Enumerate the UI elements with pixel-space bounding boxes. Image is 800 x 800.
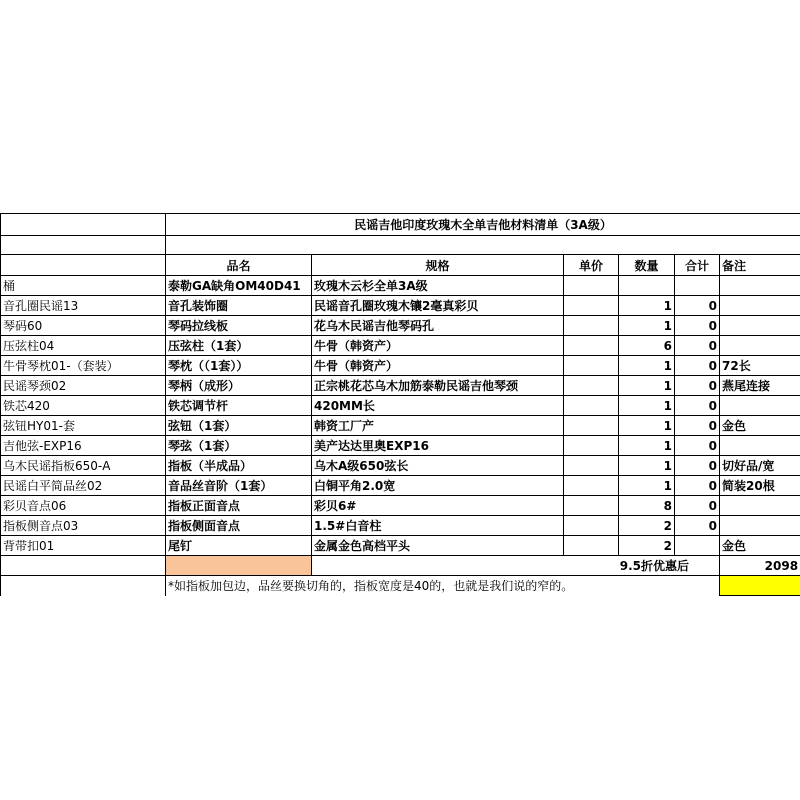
item-note[interactable]: 金色: [720, 536, 800, 556]
header-qty: 数量: [619, 255, 675, 276]
discount-value: 2098: [720, 556, 800, 576]
spreadsheet: [0, 213, 800, 596]
item-code[interactable]: 彩贝音点06: [1, 496, 166, 516]
header-total: 合计: [675, 255, 720, 276]
item-spec[interactable]: 牛骨（韩资产）: [312, 356, 564, 376]
item-spec[interactable]: 彩贝6#: [312, 496, 564, 516]
item-price[interactable]: [564, 476, 619, 496]
item-qty[interactable]: 8: [619, 496, 675, 516]
item-price[interactable]: [564, 356, 619, 376]
blank-cell[interactable]: [166, 236, 800, 255]
item-spec[interactable]: 420MM长: [312, 396, 564, 416]
item-price[interactable]: [564, 456, 619, 476]
table-row: [1, 356, 800, 376]
item-name[interactable]: 弦钮（1套）: [166, 416, 312, 436]
item-total[interactable]: 0: [675, 416, 720, 436]
item-total[interactable]: 0: [675, 316, 720, 336]
item-code[interactable]: 乌木民谣指板650-A: [1, 456, 166, 476]
table-row: [1, 496, 800, 516]
item-note[interactable]: 切好品/宽: [720, 456, 800, 476]
item-code[interactable]: 琴码60: [1, 316, 166, 336]
item-spec[interactable]: 韩资工厂产: [312, 416, 564, 436]
header-code[interactable]: [1, 255, 166, 276]
item-total[interactable]: 0: [675, 356, 720, 376]
item-spec[interactable]: 民谣音孔圈玫瑰木镶2毫真彩贝: [312, 296, 564, 316]
item-name[interactable]: 指板（半成品）: [166, 456, 312, 476]
item-note[interactable]: [720, 316, 800, 336]
item-total[interactable]: 0: [675, 296, 720, 316]
item-name[interactable]: 指板正面音点: [166, 496, 312, 516]
table-row: [1, 416, 800, 436]
item-spec[interactable]: 美产达达里奥EXP16: [312, 436, 564, 456]
title-spacer[interactable]: [1, 214, 166, 236]
item-total[interactable]: [675, 536, 720, 556]
item-note[interactable]: 燕尾连接: [720, 376, 800, 396]
item-price[interactable]: [564, 296, 619, 316]
table-row: [1, 516, 800, 536]
table-row: [1, 316, 800, 336]
item-total[interactable]: 0: [675, 516, 720, 536]
item-note[interactable]: [720, 296, 800, 316]
header-note: 备注: [720, 255, 800, 276]
item-name[interactable]: 压弦柱（1套）: [166, 336, 312, 356]
table-row: [1, 456, 800, 476]
item-qty[interactable]: 1: [619, 316, 675, 336]
table-row: [1, 436, 800, 456]
item-spec[interactable]: 花乌木民谣吉他琴码孔: [312, 316, 564, 336]
discount-label: 9.5折优惠后: [564, 556, 720, 576]
item-code[interactable]: 指板侧音点03: [1, 516, 166, 536]
item-note[interactable]: [720, 336, 800, 356]
item-code[interactable]: 民谣白平简品丝02: [1, 476, 166, 496]
item-spec[interactable]: 牛骨（韩资产）: [312, 336, 564, 356]
item-price[interactable]: [564, 316, 619, 336]
item-qty[interactable]: 1: [619, 296, 675, 316]
item-name[interactable]: 铁芯调节杆: [166, 396, 312, 416]
item-price[interactable]: [564, 396, 619, 416]
header-name: 品名: [166, 255, 312, 276]
item-name[interactable]: 尾钉: [166, 536, 312, 556]
item-note[interactable]: [720, 436, 800, 456]
item-price[interactable]: [564, 416, 619, 436]
summary-spacer[interactable]: [1, 556, 166, 576]
item-price[interactable]: [564, 276, 619, 296]
item-qty[interactable]: 1: [619, 356, 675, 376]
highlighted-cell[interactable]: [166, 556, 312, 576]
sheet-title: 民谣吉他印度玫瑰木全单吉他材料清单（3A级）: [166, 214, 800, 236]
item-note[interactable]: 金色: [720, 416, 800, 436]
table-row: [1, 296, 800, 316]
item-name[interactable]: 泰勒GA缺角OM40D41: [166, 276, 312, 296]
item-note[interactable]: [720, 276, 800, 296]
item-qty[interactable]: 2: [619, 516, 675, 536]
item-qty[interactable]: 1: [619, 436, 675, 456]
item-name[interactable]: 音孔装饰圈: [166, 296, 312, 316]
header-spec: 规格: [312, 255, 564, 276]
item-qty[interactable]: 1: [619, 476, 675, 496]
item-qty[interactable]: 1: [619, 376, 675, 396]
item-total[interactable]: 0: [675, 436, 720, 456]
item-price[interactable]: [564, 536, 619, 556]
item-code[interactable]: 吉他弦-EXP16: [1, 436, 166, 456]
item-spec[interactable]: 1.5#白音柱: [312, 516, 564, 536]
item-total[interactable]: [675, 276, 720, 296]
item-qty[interactable]: 6: [619, 336, 675, 356]
item-note[interactable]: [720, 396, 800, 416]
item-note[interactable]: 72长: [720, 356, 800, 376]
item-price[interactable]: [564, 336, 619, 356]
item-spec[interactable]: 乌木A级650弦长: [312, 456, 564, 476]
item-price[interactable]: [564, 496, 619, 516]
item-total[interactable]: 0: [675, 456, 720, 476]
item-total[interactable]: 0: [675, 476, 720, 496]
item-note[interactable]: [720, 516, 800, 536]
footnote: *如指板加包边，品丝要换切角的，指板宽度是40的，也就是我们说的窄的。: [166, 576, 720, 596]
table-row: [1, 336, 800, 356]
item-spec[interactable]: 玫瑰木云杉全单3A级: [312, 276, 564, 296]
item-qty[interactable]: 2: [619, 536, 675, 556]
footnote-spacer[interactable]: [1, 576, 166, 596]
table-row: [1, 376, 800, 396]
item-code[interactable]: 铁芯420: [1, 396, 166, 416]
highlighted-total-cell[interactable]: [720, 576, 800, 596]
header-price: 单价: [564, 255, 619, 276]
item-note[interactable]: [720, 496, 800, 516]
item-code[interactable]: 民谣琴颈02: [1, 376, 166, 396]
item-code[interactable]: 背带扣01: [1, 536, 166, 556]
item-name[interactable]: 琴码拉线板: [166, 316, 312, 336]
item-name[interactable]: 琴枕（（1套））: [166, 356, 312, 376]
item-qty[interactable]: 1: [619, 416, 675, 436]
item-total[interactable]: 0: [675, 396, 720, 416]
item-name[interactable]: 琴弦（1套）: [166, 436, 312, 456]
item-qty[interactable]: [619, 276, 675, 296]
item-total[interactable]: 0: [675, 496, 720, 516]
item-code[interactable]: 牛骨琴枕01-（套装）: [1, 356, 166, 376]
materials-table: [0, 213, 800, 596]
item-total[interactable]: 0: [675, 376, 720, 396]
item-code[interactable]: 弦钮HY01-套: [1, 416, 166, 436]
item-spec[interactable]: 正宗桃花芯乌木加筋泰勒民谣吉他琴颈: [312, 376, 564, 396]
summary-spacer[interactable]: [312, 556, 564, 576]
item-spec[interactable]: 白铜平角2.0宽: [312, 476, 564, 496]
item-price[interactable]: [564, 436, 619, 456]
table-row: [1, 276, 800, 296]
item-qty[interactable]: 1: [619, 456, 675, 476]
item-total[interactable]: 0: [675, 336, 720, 356]
table-row: [1, 536, 800, 556]
item-name[interactable]: 指板侧面音点: [166, 516, 312, 536]
item-note[interactable]: 简装20根: [720, 476, 800, 496]
item-price[interactable]: [564, 376, 619, 396]
table-row: [1, 476, 800, 496]
item-name[interactable]: 音品丝音阶（1套）: [166, 476, 312, 496]
item-code[interactable]: 音孔圈民谣13: [1, 296, 166, 316]
item-code[interactable]: 压弦柱04: [1, 336, 166, 356]
item-price[interactable]: [564, 516, 619, 536]
table-row: [1, 396, 800, 416]
item-spec[interactable]: 金属金色高档平头: [312, 536, 564, 556]
item-name[interactable]: 琴柄（成形）: [166, 376, 312, 396]
item-qty[interactable]: 1: [619, 396, 675, 416]
item-code[interactable]: 桶: [1, 276, 166, 296]
blank-cell[interactable]: [1, 236, 166, 255]
